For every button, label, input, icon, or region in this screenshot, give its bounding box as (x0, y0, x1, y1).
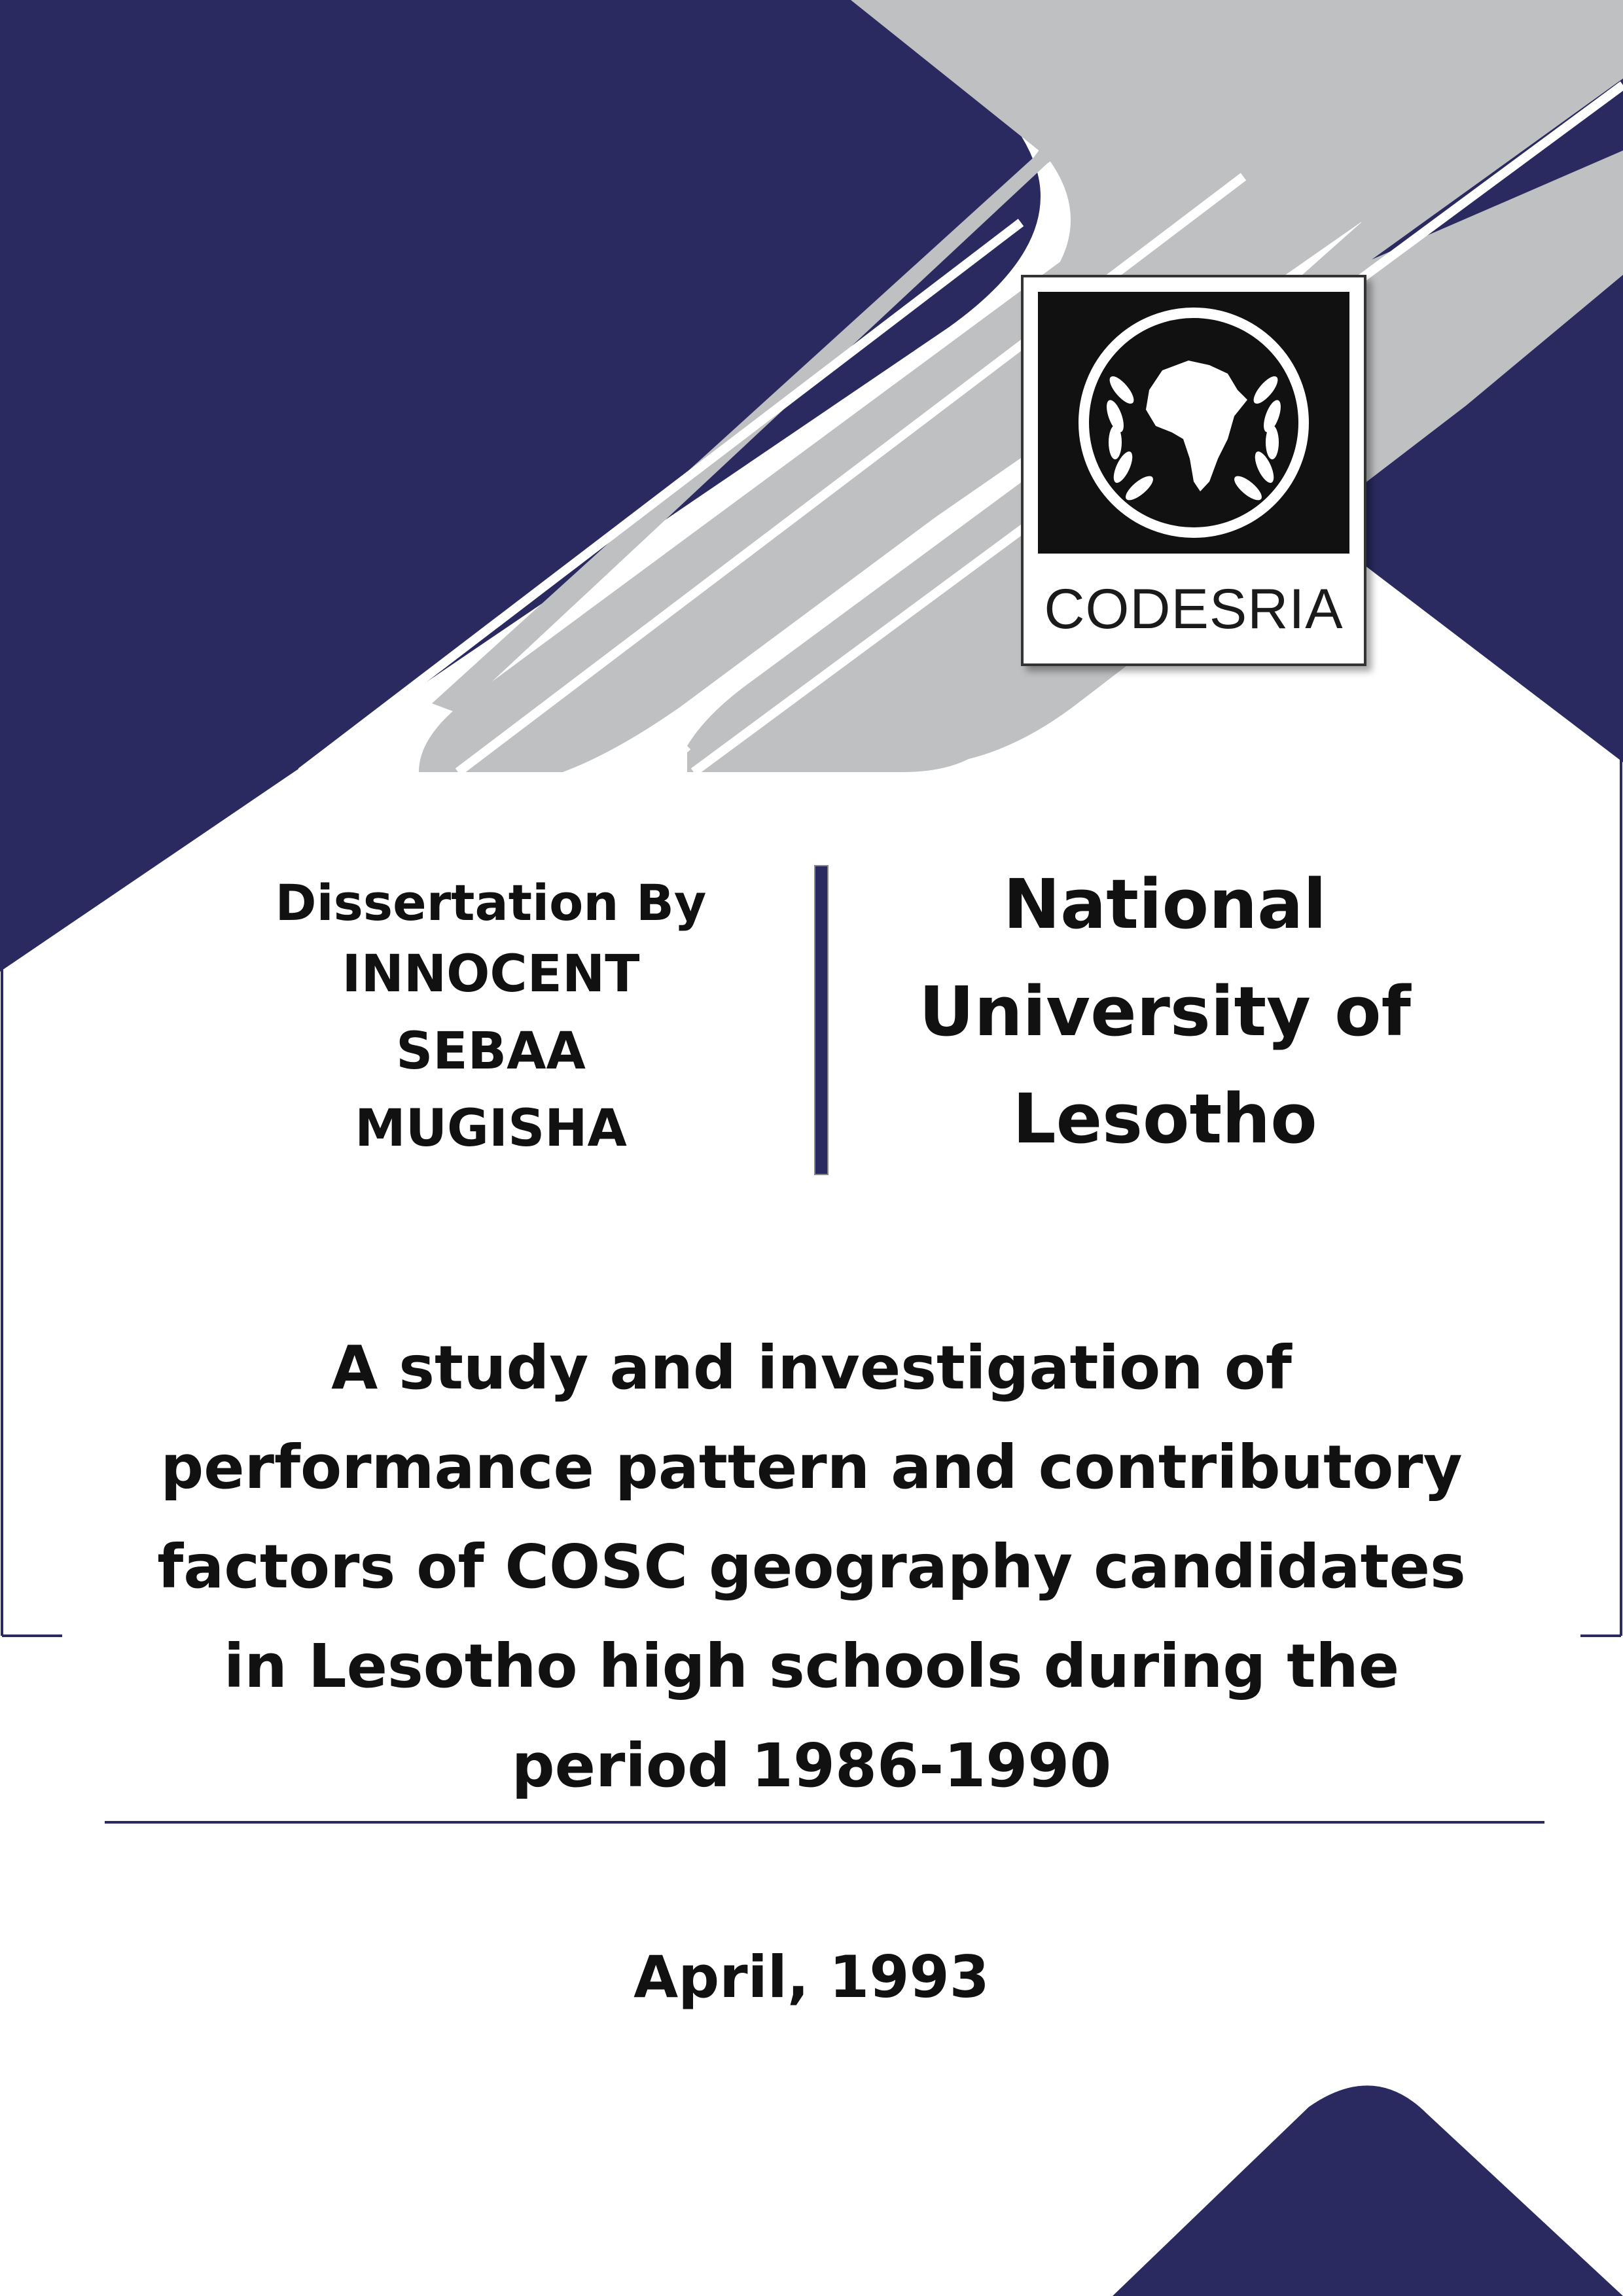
title-line: factors of COSC geography candidates (157, 1532, 1466, 1602)
dissertation-title (92, 1318, 1531, 1816)
title-line: in Lesotho high schools during the (223, 1631, 1400, 1701)
university-line: University of (919, 972, 1411, 1051)
author-label: Dissertation By (275, 874, 707, 932)
codesria-logo (1021, 275, 1366, 666)
author-name-line: INNOCENT (342, 945, 640, 1004)
title-line: period 1986-1990 (511, 1731, 1112, 1801)
logo-wordmark: CODESRIA (1044, 578, 1344, 641)
horizontal-divider (105, 1821, 1544, 1824)
author-name-line: MUGISHA (355, 1099, 627, 1158)
author-block (196, 870, 785, 1167)
author-name-line: SEBAA (396, 1022, 586, 1081)
africa-emblem-icon (1038, 292, 1349, 554)
vertical-divider (814, 865, 829, 1175)
title-line: performance pattern and contributory (160, 1432, 1463, 1502)
publication-date: April, 1993 (633, 1943, 990, 2011)
university-line: National (1003, 864, 1327, 944)
title-line: A study and investigation of (331, 1333, 1292, 1403)
university-name (870, 851, 1459, 1173)
university-line: Lesotho (1012, 1079, 1317, 1159)
logo-emblem (1038, 292, 1349, 554)
